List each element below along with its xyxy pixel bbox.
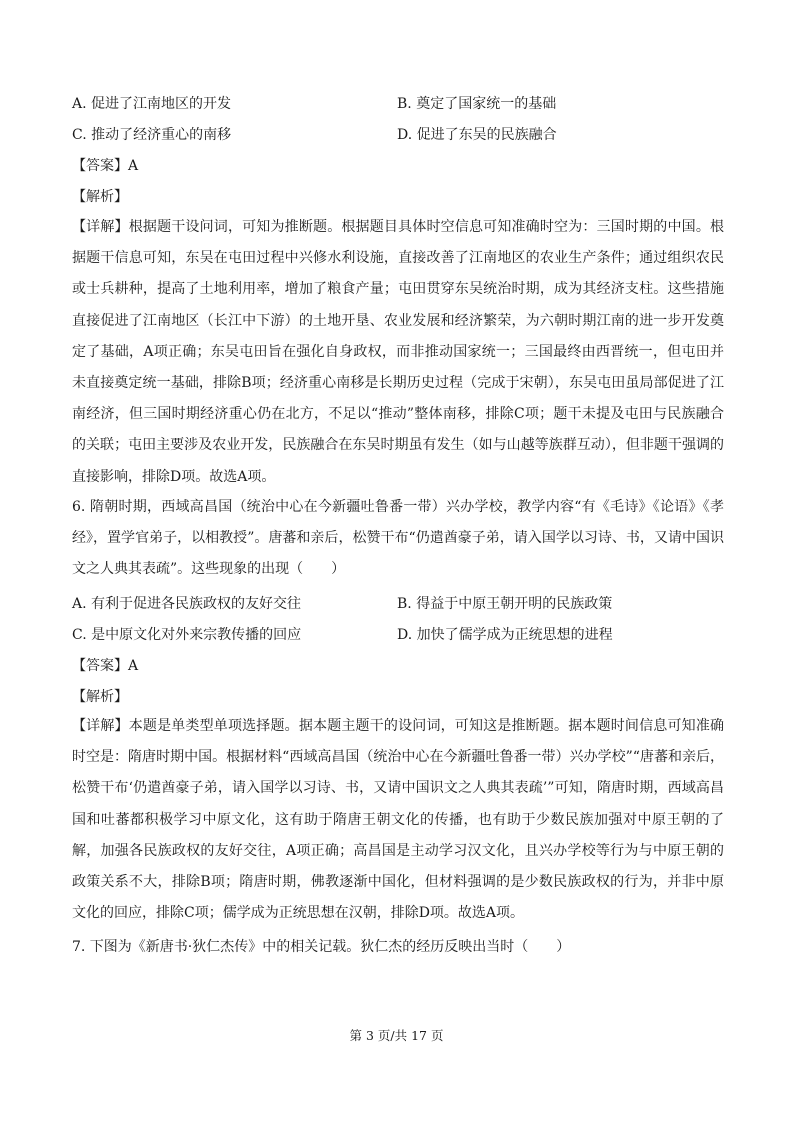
q6-option-b: B. 得益于中原王朝开明的民族政策 [397, 596, 613, 612]
q6-option-c: C. 是中原文化对外来宗教传播的回应 [72, 627, 302, 643]
q6-option-d: D. 加快了儒学成为正统思想的进程 [397, 627, 613, 643]
q5-option-d: D. 促进了东吴的民族融合 [397, 127, 557, 143]
q5-answer: 【答案】A [72, 158, 139, 174]
q5-option-c: C. 推动了经济重心的南移 [72, 127, 232, 143]
q5-option-a: A. 促进了江南地区的开发 [72, 96, 232, 112]
q6-stem: 6. 隋朝时期，西域高昌国（统治中心在今新疆吐鲁番一带）兴办学校，教学内容“有《毛诗》《论语》《孝经》，置学官弟子，以相教授”。唐蕃和亲后，松赞干布“仍遣酋豪子弟，请入国学以习诗、书，又请中国识文之人典其表疏”。这些现象的出现（ ） [72, 499, 724, 578]
q5-analysis-label: 【解析】 [72, 189, 128, 205]
q5-detail: 【详解】根据题干设问词，可知为推断题。根据题目具体时空信息可知准确时空为：三国时期的中国。根据题干信息可知，东吴在屯田过程中兴修水利设施，直接改善了江南地区的农业生产条件；通过组织农民或士兵耕种，提高了土地利用率，增加了粮食产量；屯田贯穿东吴统治时期，成为其经济支柱。这些措施直接促进了江南地区（长江中下游）的土地开垦、农业发展和经济繁荣，为六朝时期江南的进一步开发奠定了基础，A项正确；东吴屯田旨在强化自身政权，而非推动国家统一；三国最终由西晋统一，但屯田并未直接奠定统一基础，排除B项；经济重心南移是长期历史过程（完成于宋朝），东吴屯田虽局部促进了江南经济，但三国时期经济重心仍在北方，不足以“推动”整体南移，排除C项；题干未提及屯田与民族融合的关联；屯田主要涉及农业开发，民族融合在东吴时期虽有发生（如与山越等族群互动），但非题干强调的直接影响，排除D项。故选A项。 [72, 219, 724, 485]
q5-option-b: B. 奠定了国家统一的基础 [397, 96, 557, 112]
q6-analysis-label: 【解析】 [72, 689, 128, 705]
q6-answer: 【答案】A [72, 658, 139, 674]
q6-detail: 【详解】本题是单类型单项选择题。据本题主题干的设问词，可知这是推断题。据本题时间信息可知准确时空是：隋唐时期中国。根据材料“西域高昌国（统治中心在今新疆吐鲁番一带）兴办学校”“唐蕃和亲后，松赞干布‘仍遣酋豪子弟，请入国学以习诗、书，又请中国识文之人典其表疏’”可知，隋唐时期，西域高昌国和吐蕃都积极学习中原文化，这有助于隋唐王朝文化的传播，也有助于少数民族加强对中原王朝的了解，加强各民族政权的友好交往，A项正确；高昌国是主动学习汉文化，且兴办学校等行为与中原王朝的政策关系不大，排除B项；隋唐时期，佛教逐渐中国化，但材料强调的是少数民族政权的行为，并非中原文化的回应，排除C项；儒学成为正统思想在汉朝，排除D项。故选A项。 [72, 718, 724, 922]
q6-option-a: A. 有利于促进各民族政权的友好交往 [72, 596, 302, 612]
page-footer: 第 3 页/共 17 页 [349, 1028, 444, 1043]
q7-stem: 7. 下图为《新唐书·狄仁杰传》中的相关记载。狄仁杰的经历反映出当时（ ） [72, 939, 571, 955]
